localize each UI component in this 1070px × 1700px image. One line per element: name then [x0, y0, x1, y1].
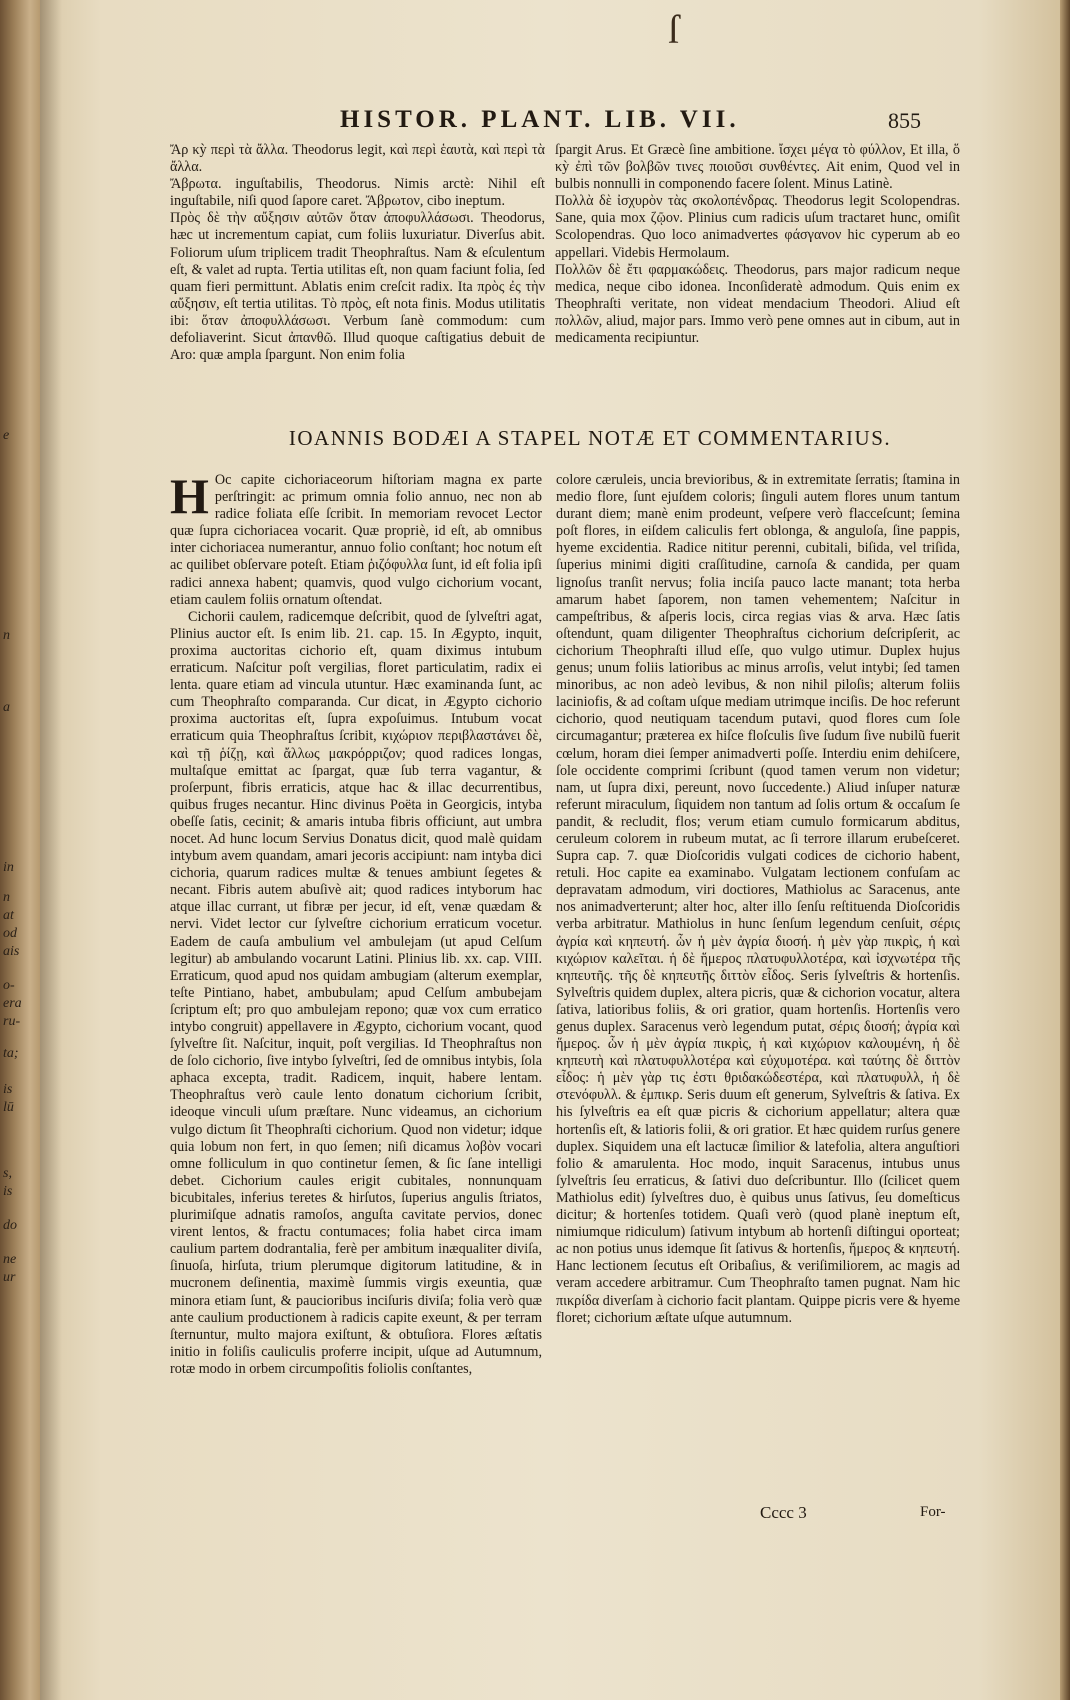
book-page [40, 0, 1060, 1700]
margin-fragment: do [3, 1218, 17, 1233]
gutter-shadow [40, 0, 62, 1700]
commentary-column-right [556, 472, 960, 1327]
margin-fragment: in [3, 860, 14, 875]
note-paragraph: Ἄβρωτα. inguſtabilis, Theodorus. Nimis arctè: Nihil eſt inguſtabile, niſi quod ſapore caret. Ἄβρωτον, cibo ineptum. [170, 176, 545, 210]
note-paragraph: Πολλὰ δὲ ἰσχυρὸν τὰς σκολοπένδρας. Theodorus legit Scolopendras. Sane, quia mox ζῷον. Plinius cum radicis uſum tractaret hunc, omiſit Scolopendras. Quo loco animadvertes φάσγανον hic cyperum ab eo appellari. Videbis Hermolaum. [555, 193, 960, 261]
note-paragraph: Ἄρ κỳ περὶ τὰ ἄλλα. Theodorus legit, καὶ περὶ ἑαυτὰ, καὶ περὶ τὰ ἄλλα. [170, 142, 545, 176]
margin-fragment: ais [3, 944, 20, 959]
drop-cap: H [170, 468, 209, 524]
margin-fragment: era [3, 996, 22, 1011]
note-paragraph: Πρὸς δὲ τὴν αὔξησιν αὐτῶν ὅταν ἀποφυλλάσωσι. Theodorus, hæc ut incrementum capiat, cum foliis luxuriatur. Diverſus abit. Foliorum uſum triplicem tradit Theophraſtus. Nam & eſculentum eſt, & valet ad rupta. Tertia utilitas eſt, non quam faciunt folia, ſed quam fieri permittunt. Ablatis enim creſcit radix. Ita πρὸς ἐς τὴν αὔξησιν, eſt tertia utilitas. Τὸ πρὸς, eſt nota finis. Modus utilitatis ibi: ὅταν ἀποφυλλάσωσι. Verbum ſanè commodum: cum defoliaverint. Sicut ἀπανθῶ. Illud quoque caſtigatius debuit de Aro: quæ ampla ſpargunt. Non enim folia [170, 210, 545, 364]
margin-fragment: lū [3, 1100, 14, 1115]
ink-mark: ſ [668, 7, 680, 52]
margin-fragment: ur [3, 1270, 16, 1285]
adjacent-page-edge [0, 0, 40, 1700]
margin-fragment: at [3, 908, 14, 923]
page-edge [1060, 0, 1070, 1700]
margin-fragment: is [3, 1082, 13, 1097]
commentary-paragraph: colore cæruleis, uncia brevioribus, & in extremitate ſerratis; ſtamina in medio flore, ſunt ejuſdem coloris; ſinguli autem flores unum tantum durant diem; manè enim prodeunt, veſpere verò flacceſcunt; ſemina poſt flores, in eiſdem caliculis fert oblonga, & anguloſa, ſine pappis, hyeme excidentia. Radice nititur perenni, cubitali, biſida, vel triſida, ſuperius minimi digiti craſſitudine, carnoſa & candida, per quam lignoſus tranſit nervus; folia inciſa pauco lacte manant; tota herba amarum habet ſaporem, non tamen vehementem; Naſcitur in campeſtribus, & aſperis locis, circa regias vias & arva. Hæc ſatis oſtendunt, quam diligenter Theophraſtus cichorium deſcripſerit, ac cichorium Theophraſti illud eſſe, quo vulgo utimur. Duplex hujus genus; unum foliis latioribus ac minus arroſis, velut intybi; ſed tamen minoribus, ac non adeò levibus, & non nihil piloſis; alterum foliis laciniofis, & ad coſtam uſque mediam utrimque inciſis. De hoc referunt cichorio, quod neutiquam tacendum putavi, quod flores cum ſole circumagantur; præterea ex hiſce floſculis ſive ſudum ſive nubilũ fuerit cœlum, horam diei ſemper animadverti poſſe. Interdiu enim dehiſcere, ſole occidente comprimi ſcribunt (quod tamen verum non videtur; nam, ut ſupra dixi, pereunt, novo ſuccedente.) Aliud inſuper naturæ referunt miraculum, ſiquidem non tantum ad ſolis ortum & occaſum ſe pandit, & recludit, flos; verum etiam cumulo formicarum abditus, ceruleum colorem in rubeum mutat, ac ſi terrore illarum erubeſceret. Supra cap. 7. quæ Dioſcoridis vulgati codices de cichorio habent, retuli. Hoc capite ea examinabo. Vulgatam lectionem confuſam ac depravatam admodum, viri doctiores, Mathiolus ac Saracenus, ante nos animadverterunt; alter hoc, alter illo ſenſu reſtituenda Dioſcoridis verba arbitratur. Mathiolus in hunc ſenſum legendum cenſuit, σέρις ἀγρία καὶ κηπευτή. ὧν ἡ μὲν ἀγρία διοσή. ἡ μὲν γὰρ πικρὶς, ἡ καὶ κιχώριον καλεῖται. ἡ δὲ ἥμερος πλατυφυλλοτέρα, καὶ ἰσχνωτέρα τῆς κηπευτῆς. τῆς δὲ κηπευτῆς διττὸν εἶδος. Seris ſylveſtris & hortenſis. Sylveſtris quidem duplex, altera picris, quæ & cichorion vocatur, altera ſativa, latioribus foliis, & ori gratior, quam hortenſis. Hortenſis vero genus duplex. Saracenus verò legendum putat, σέρις διοσή; ἀγρία καὶ ἥμερος. ὧν ἡ μὲν ἀγρία πικρὶς, ἡ καὶ κιχώριον καλουμένη, ἡ δὲ κηπευτὴ καὶ πλατυφυλλοτέρα καὶ εὐχυμοτέρα. καὶ ταύτης δὲ διττὸν εἶδος: ἡ μὲν γὰρ τις ἐστι θριδακώδεστέρα, καὶ πλατυφυλλ, ἡ δὲ στενόφυλλ. & ἐμπικρ. Seris duum eſt generum, Sylveſtris & ſativa. Ex his ſylveſtris ea eſt quæ picris & cichorium appellatur; altera quæ hortenſis eſt, & latioris folii, & ori gratior. Et hæc quidem rurſus genere duplex. Siquidem una eſt lactucæ ſimilior & latefolia, altera anguſtiori folio & amarulenta. Hoc modo, inquit Saracenus, intubus unus ſylveſtris ſeu erraticus, & ſativi duo deſcribuntur. Illo (ſcilicet quem Mathiolus edit) ſylveſtres duo, è quibus unus ſativus, ſeu domeſticus dicitur; & hortenſes totidem. Quaſi verò (quod planè ineptum eſt, nimiumque ridiculum) ſativum intybum ab hortenſi diſtingui oporteat; ac non potius unus idemque ſit ſativus & hortenſis, ἥμερος & κηπευτή. Hanc lectionem ſecutus eſt Oribaſius, & veriſimiliorem, ac magis ad veram accedere arbitramur. Cum Theophraſto tamen pugnat. Nam hic πικρίδα diverſam à cichorio facit plantam. Quippe picris vere & hyeme floret; cichorium æſtate uſque autumnum. [556, 472, 960, 1326]
margin-fragment: n [3, 890, 10, 905]
margin-fragment: n [3, 628, 10, 643]
margin-fragment: ru- [3, 1014, 21, 1029]
running-head: HISTOR. PLANT. LIB. VII. [340, 106, 740, 133]
margin-fragment: od [3, 926, 17, 941]
margin-fragment: ta; [3, 1046, 19, 1061]
margin-fragment: o- [3, 978, 15, 993]
section-title: IOANNIS BODÆI A STAPEL NOTÆ ET COMMENTARIUS. [288, 426, 892, 450]
catchword: For- [920, 1504, 946, 1520]
margin-fragment: a [3, 700, 10, 715]
commentary-paragraph: Cichorii caulem, radicemque deſcribit, quod de ſylveſtri agat, Plinius auctor eſt. Is enim lib. 21. cap. 15. In Ægypto, inquit, proxima auctoritas cichorio eſt, quam diximus intubum erraticum. Naſcitur poſt vergilias, floret particulatim, radix ei lenta. quare etiam ad vincula utuntur. Hæc examinanda ſunt, ac cum Theophraſto comparanda. Cur dicat, in Ægypto cichorio proxima auctoritas eſt, ſupra expoſuimus. Intubum vocat erraticum quia Theophraſtus ſcribit, κιχώριον περιβλαστάνει δὲ, καὶ τῇ ῥίζῃ, καὶ ἄλλως μακρόρριζον; quod radices longas, multaſque emittat ac ſpargat, quæ ſub terra vagantur, & proſerpunt, fibris erraticis, atque hac & illac decurrentibus, quibus fruges necantur. Hinc divinus Poëta in Georgicis, intyba obeſſe ſatis, cecinit; & amaris intuba fibris officiunt, aut umbra nocet. Ad hunc locum Servius Donatus dicit, quod malè quidam intybum avem quandam, amari jecoris accipiunt: nam intyba dici cichoria, quarum radices multæ & tenues ambiunt ſegetes & necant. Fibris autem abuſivè ait; quod radices intyborum hac atque illac currant, ut fibræ per jecur, id eſt, venæ quædam & nervi. Videt lector cur ſylveſtre cichorium erraticum vocetur. Eadem de cauſa ambulium vel ambulejam (ut apud Celſum legitur) ab ambulando vocarunt Latini. Plinius lib. xx. cap. VIII. Erraticum, quod apud nos quidam ambugiam (alterum exemplar, teſte Pintiano, habet, ambubulam; apud Celſum ambubejam ſcriptum eſt; pro quo ambulejam repono; quæ vox cum erratico intybo congruit) appellavere in Ægypto, cichorium vocant, quod ſylveſtre ſit. Naſcitur, inquit, poſt vergilias. Id Theophraſtus non de ſolo cichorio, ſive intybo ſylveſtri, ſed de omnibus intybis, ſola aphaca excepta, tradit. Radicem, inquit, habere lentam. Theophraſtus verò caule lento donatum cichorium ſcribit, ideoque vinculi uſum præſtare. Nunc videamus, an cichorium vulgo dictum ſit Theophraſti cichorium. Quod non videtur; idque quia lobum non fert, in quo ſemen; niſi dicamus λοβὸν vocari omne folliculum in quo continetur ſemen, & ſic ſane intelligi debet. Cichorium caules erigit cubitales, nonnunquam bicubitales, inferius teretes & hirſutos, ſuperius angulis ſtriatos, plurimiſque adnatis ramoſos, anguſta cavitate pervios, donec virent lentos, & fractu contumaces; folia habet circa imam caulium partem dodrantalia, ferè per ambitum inæqualiter diviſa, ſinuoſa, hirſuta, trium plerumque digitorum latitudine, & in mucronem deſinentia, maximè ſummis virgis exeuntia, quæ minora etiam ſunt, & paucioribus inciſuris diviſa; folia verò quæ ante caulium productionem à radicis capite exeunt, & per terram ſternuntur, multo majora exiſtunt, & obtuſiora. Flores æſtatis initio in foliſis cauliculis proferre incipit, uſque ad Autumnum, rotæ modo in orbem circumpoſitis foliolis conſtantes, [170, 608, 542, 1377]
note-paragraph: ſpargit Arus. Et Græcè ſine ambitione. ἴσχει μέγα τὸ φύλλον, Et illa, ὅ κỳ ἐπὶ τῶν βολβῶν τινες ποιοῦσι συνθέντες. Ait enim, Quod vel in bulbis nonnulli in componendo facere ſolent. Minus Latinè. [555, 142, 960, 193]
margin-fragment: s, [3, 1166, 12, 1181]
margin-fragment: is [3, 1184, 13, 1199]
commentary-column-left [170, 468, 542, 1378]
notes-column-right [555, 142, 960, 347]
page-number: 855 [888, 108, 921, 133]
margin-fragment: e [3, 428, 10, 443]
notes-column-left [170, 142, 545, 364]
commentary-paragraph [170, 468, 542, 609]
note-paragraph: Πολλῶν δὲ ἔτι φαρμακώδεις. Theodorus, pars major radicum neque medica, neque cibo idonea. Inconſideratè admodum. Quis enim ex Theophraſti veritate, non videat mendacium Theodori. Aliud eſt πολλῶν, aliud, major pars. Immo verò pene omnes aut in cibum, aut in medicamenta recipiuntur. [555, 261, 960, 347]
margin-fragment: ne [3, 1252, 17, 1267]
signature-mark: Cccc 3 [760, 1503, 807, 1522]
commentary-text: Oc capite cichoriaceorum hiſtoriam magna ex parte perſtringit: ac primum omnia folio annuo, nec non ab radice foliata eſſe ſcribit. In memoriam revocet Lector quæ ſupra cichoriacea vocarit. Quæ propriè, id eſt, ab omnibus inter cichoriacea numerantur, annuo folio conſtant; hoc notum eſt ac quilibet obſervare poteſt. Etiam ῥιζόφυλλα ſunt, id eſt folia ipſi radici annexa habent; quamvis, quod vulgo cichorium vocant, etiam caulem foliis ornatum oſtendat. [170, 472, 542, 608]
